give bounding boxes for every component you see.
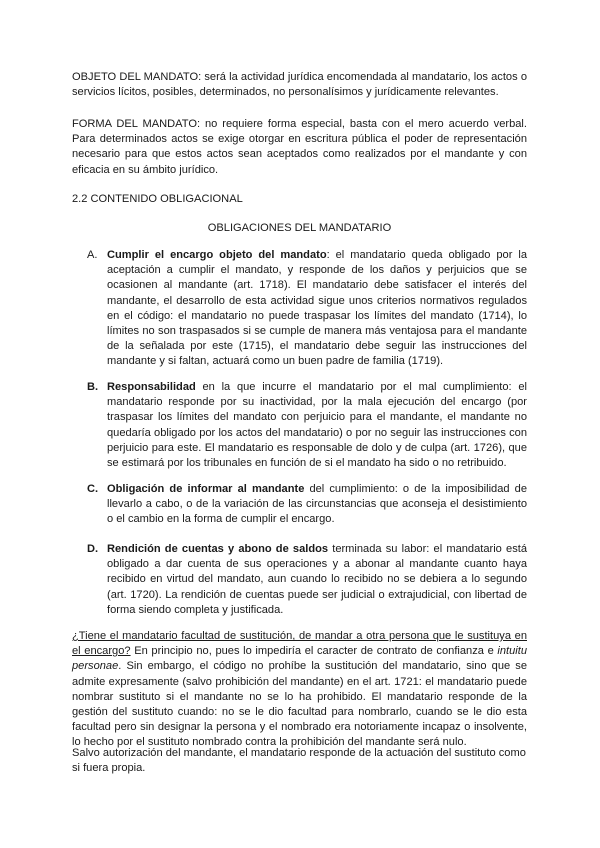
obligaciones-heading: OBLIGACIONES DEL MANDATARIO (207, 222, 392, 234)
substitution-answer-start: En principio no, pues lo impediría el caracter de contrato de confianza e (130, 645, 498, 658)
list-item-a (87, 248, 527, 370)
list-item-title: Obligación de informar al mandante (107, 483, 305, 495)
list-marker: A. (87, 249, 98, 261)
list-item-c (87, 482, 527, 528)
forma-label: FORMA DEL MANDATO: (72, 118, 201, 130)
objeto-label: OBJETO DEL MANDATO: (72, 71, 202, 83)
list-item-body: terminada su labor: el mandatario está obligado a dar cuenta de sus operaciones y a abonar al mandante cuanto haya recibido en virtud del mandato, aun cuando lo recibido no se debiera a lo segundo (art. 1720). La rendición de cuentas puede ser judicial o extrajudicial, con libertad de forma siendo completa y justificada. (107, 543, 527, 616)
closing-paragraph: Salvo autorización del mandante, el mandatario responde de la actuación del sustituto como si fuera propia. (72, 747, 526, 775)
forma-paragraph (72, 117, 527, 178)
objeto-text: será la actividad jurídica encomendada al mandatario, los actos o servicios lícitos, posibles, determinados, no personalísimos y jurídicamente relevantes. (72, 71, 527, 99)
objeto-paragraph (72, 70, 527, 100)
list-marker: C. (87, 483, 99, 495)
list-item-title: Rendición de cuentas y abono de saldos (107, 543, 329, 555)
list-item-body: del cumplimiento: o de la imposibilidad de llevarlo a cabo, o de la variación de las circunstancias que aconseja el desistimiento o el cambio en la forma de cumplir el encargo. (107, 483, 527, 526)
substitution-answer-rest: . Sin embargo, el código no prohíbe la sustitución del mandatario, sino que se admite expresamente (salvo prohibición del mandante) en el art. 1721: el mandatario puede nombrar sustituto si el mandante no se lo ha prohibido. El mandatario responde de la gestión del sustituto cuando: no se le dio facultad para nombrarlo, cuando se le dio esta facultad pero sin designar la persona y el nombrado era notoriamente incapaz o insolvente, lo hecho por el sustituto nombrado contra la prohibición del mandante será nulo. (72, 660, 527, 749)
list-item-text (107, 380, 527, 471)
list-item-title: Cumplir el encargo objeto del mandato (107, 249, 327, 261)
list-item-body: en la que incurre el mandatario por el mal cumplimiento: el mandatario responde por su inactividad, por la mala ejecución del encargo (por traspasar los límites del mandato con perjuicio para el mandante, el mandante no quedaría obligado por los actos del mandatario) o por no seguir las instrucciones con perjuicio para este. El mandatario es responsable de dolo y de culpa (art. 1726), que se estimará por los tribunales en función de si el mandato ha sido o no retribuido. (107, 381, 527, 470)
list-item-b (87, 380, 527, 471)
list-item-body: : el mandatario queda obligado por la aceptación a cumplir el mandato, y responde de los daños y perjuicios que se ocasionen al mandante (art. 1718). El mandatario debe satisfacer el interés del mandante, el desarrollo de esta actividad sigue unos criterios normativos regulados en el código: el mandatario no puede traspasar los límites del mandato (1714), lo límites no son traspasados si se cumple de manera más ventajosa para el mandante de la señalada por este (1715), el mandatario debe seguir las instrucciones del mandante y si faltan, actuará como un buen padre de familia (1719). (107, 249, 527, 368)
list-item-d (87, 542, 527, 618)
list-marker: B. (87, 381, 99, 393)
list-item-text (107, 542, 527, 618)
list-marker: D. (87, 543, 99, 555)
list-item-title: Responsabilidad (107, 381, 196, 393)
forma-text: no requiere forma especial, basta con el mero acuerdo verbal. Para determinados actos se exige otorgar en escritura pública el poder de representación necesario para que estos actos sean aceptados como realizados por el mandante y con eficacia en su ámbito jurídico. (72, 118, 527, 176)
section-heading: 2.2 CONTENIDO OBLIGACIONAL (72, 193, 243, 205)
list-item-text (107, 482, 527, 528)
substitution-question: ¿Tiene el mandatario facultad de sustitución, de mandar a otra persona que le sustituya en el encargo? (72, 630, 527, 658)
substitution-paragraph (72, 629, 527, 751)
list-item-text (107, 248, 527, 370)
latin-term: intuitu personae (72, 645, 527, 673)
